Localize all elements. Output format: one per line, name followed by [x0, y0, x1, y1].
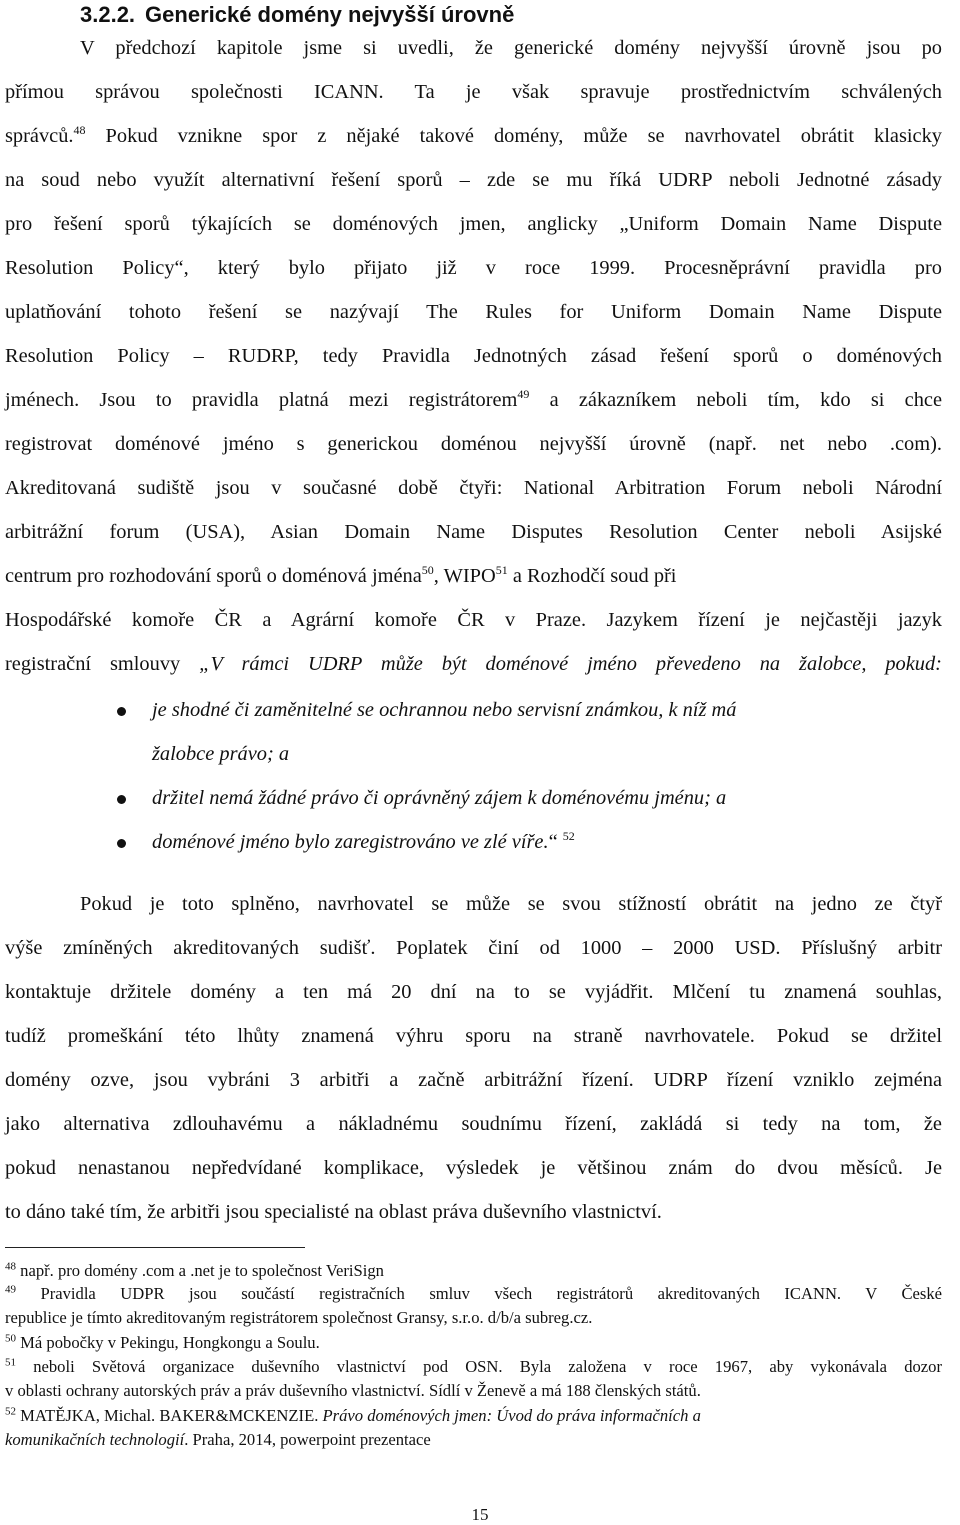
- list-item-continuation: žalobce právo; a: [152, 743, 290, 765]
- text-line: registrovat doménové jméno s generickou doménou nejvyšší úrovně (např. net nebo .com).: [5, 433, 942, 455]
- footnote-ref-51[interactable]: 51: [495, 563, 508, 578]
- text-line: výše zmíněných akreditovaných sudišť. Poplatek činí od 1000 – 2000 USD. Příslušný arbitr: [5, 937, 942, 959]
- text-line: domény ozve, jsou vybráni 3 arbitři a začně arbitrážní řízení. UDRP řízení vzniklo zejména: [5, 1069, 942, 1091]
- text-line: jménech. Jsou to pravidla platná mezi registrátorem$^{49}$ a zákazníkem neboli tím, kdo si chce: [5, 387, 942, 411]
- text-line: Resolution Policy“, který bylo přijato již v roce 1999. Procesněprávní pravidla pro: [5, 257, 942, 279]
- section-number: 3.2.2.: [80, 2, 136, 27]
- text-line: Akreditovaná sudiště jsou v současné době čtyři: National Arbitration Forum neboli Národní: [5, 477, 942, 499]
- footnote-ref-52[interactable]: 52: [562, 829, 575, 844]
- text-line: centrum pro rozhodování sporů o doménová jména$^{50}$, WIPO$^{51}$ a Rozhodčí soud při: [5, 563, 677, 587]
- text-line: Hospodářské komoře ČR a Agrární komoře ČR v Praze. Jazykem řízení je nejčastěji jazyk: [5, 609, 942, 631]
- section-heading: [80, 2, 514, 28]
- page-number: 15: [471, 1505, 489, 1524]
- text-line: pokud nenastanou nepředvídané komplikace, výsledek je většinou znám do dvou měsíců. Je: [5, 1157, 942, 1179]
- text-line: jako alternativa zdlouhavému a nákladnému soudnímu řízení, zakládá si tedy na tom, že: [5, 1113, 942, 1135]
- text-line: přímou správou společnosti ICANN. Ta je však spravuje prostřednictvím schválených: [5, 81, 942, 103]
- footnote-52: $^{52}$ MATĚJKA, Michal. BAKER&MCKENZIE. Právo doménových jmen: Úvod do práva informačních a: [5, 1405, 701, 1425]
- quote-start: „V rámci UDRP může být doménové jméno převedeno na žalobce, pokud:: [199, 653, 942, 675]
- footnote-divider: [5, 1247, 305, 1248]
- bullet-icon: [117, 795, 126, 804]
- text-line: arbitrážní forum (USA), Asian Domain Name Disputes Resolution Center neboli Asijské: [5, 521, 942, 543]
- footnote-ref-48[interactable]: 48: [73, 123, 86, 138]
- footnote-51-continuation: v oblasti ochrany autorských práv a práv duševního vlastnictví. Sídlí v Ženevě a má 188 členských států.: [5, 1381, 701, 1400]
- footnote-49-continuation: republice je tímto akreditovaným registrátorem společnost Gransy, s.r.o. d/b/a subreg.cz.: [5, 1308, 593, 1327]
- text-line: uplatňování tohoto řešení se nazývají The Rules for Uniform Domain Name Dispute: [5, 301, 942, 323]
- text-line: na soud nebo využít alternativní řešení sporů – zde se mu říká UDRP neboli Jednotné zásady: [5, 169, 942, 191]
- text-line: Resolution Policy – RUDRP, tedy Pravidla Jednotných zásad řešení sporů o doménových: [5, 345, 942, 367]
- footnote-50: $^{50}$ Má pobočky v Pekingu, Hongkongu a Soulu.: [5, 1332, 320, 1352]
- text-line: kontaktuje držitele domény a ten má 20 dní na to se vyjádřit. Mlčení tu znamená souhlas,: [5, 981, 942, 1003]
- footnote-ref-49[interactable]: 49: [517, 387, 530, 402]
- footnote-48: $^{48}$ např. pro domény .com a .net je to společnost VeriSign: [5, 1260, 384, 1280]
- text-line: to dáno také tím, že arbitři jsou specialisté na oblast práva duševního vlastnictví.: [5, 1201, 662, 1223]
- text-line: pro řešení sporů týkajících se doménových jmen, anglicky „Uniform Domain Name Dispute: [5, 213, 942, 235]
- list-item: doménové jméno bylo zaregistrováno ve zlé víře.“ $^{52}$: [152, 829, 575, 853]
- footnote-49: $^{49}$ Pravidla UDPR jsou součástí registračních smluv všech registrátorů akreditovaných ICANN. V České: [5, 1283, 942, 1303]
- text-line: V předchozí kapitole jsme si uvedli, že generické domény nejvyšší úrovně jsou po: [80, 37, 942, 59]
- list-item: je shodné či zaměnitelné se ochrannou nebo servisní známkou, k níž má: [152, 699, 737, 721]
- footnote-52-continuation: komunikačních technologií. Praha, 2014, powerpoint prezentace: [5, 1430, 431, 1449]
- section-title: Generické domény nejvyšší úrovně: [145, 2, 515, 27]
- text-line: Pokud je toto splněno, navrhovatel se může se svou stížností obrátit na jedno ze čtyř: [80, 893, 942, 915]
- footnote-ref-50[interactable]: 50: [421, 563, 434, 578]
- bullet-icon: [117, 839, 126, 848]
- text-line: tudíž promeškání této lhůty znamená výhru sporu na straně navrhovatele. Pokud se držitel: [5, 1025, 942, 1047]
- text-line: registrační smlouvy „V rámci UDRP může být doménové jméno převedeno na žalobce, pokud:: [5, 653, 942, 675]
- footnote-51: $^{51}$ neboli Světová organizace duševního vlastnictví pod OSN. Byla založena v roce 1967, aby vykonávala dozor: [5, 1356, 942, 1376]
- bullet-icon: [117, 707, 126, 716]
- text-line: správců.$^{48}$ Pokud vznikne spor z nějaké takové domény, může se navrhovatel obrátit klasicky: [5, 123, 942, 147]
- list-item: držitel nemá žádné právo či oprávněný zájem k doménovému jménu; a: [152, 787, 727, 809]
